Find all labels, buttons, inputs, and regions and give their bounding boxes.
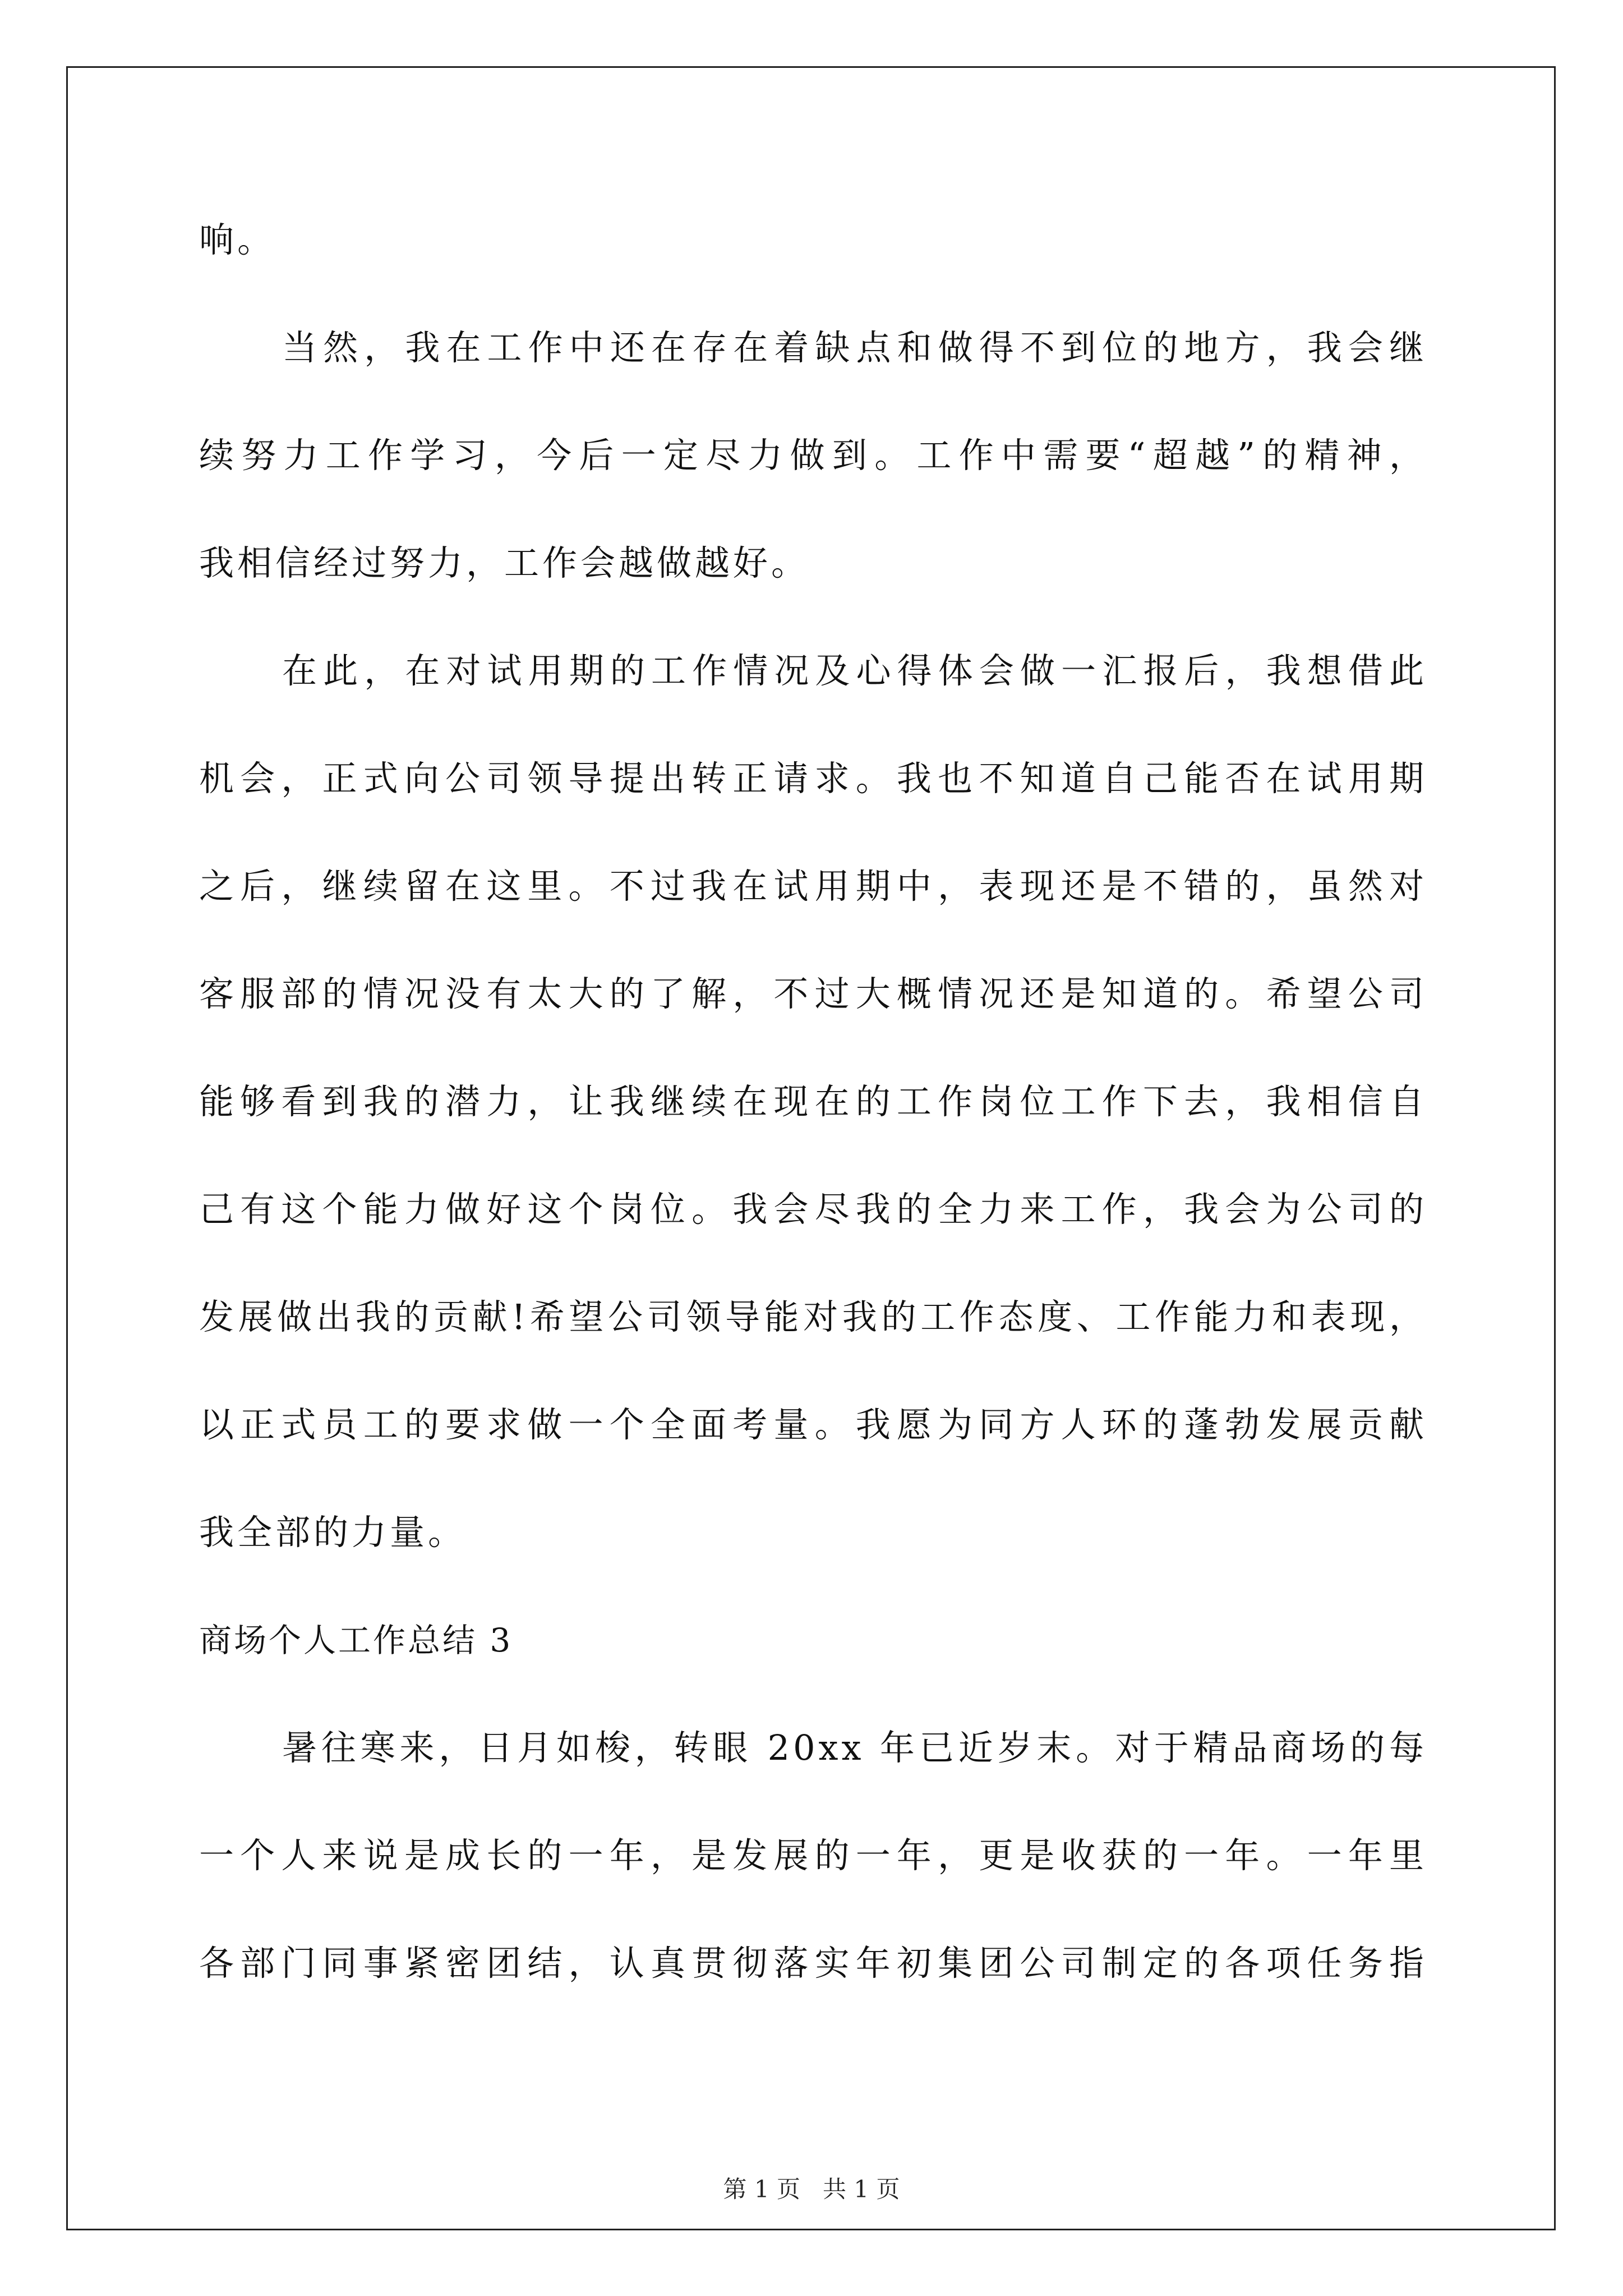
section-heading: 商场个人工作总结 3: [199, 1621, 513, 1659]
text-line: 续努力工作学习，今后一定尽力做到。工作中需要“超越”的精神，: [199, 435, 1427, 476]
text-line: 以正式员工的要求做一个全面考量。我愿为同方人环的蓬勃发展贡献: [199, 1404, 1427, 1445]
text-line: 在此，在对试用期的工作情况及心得体会做一汇报后，我想借此: [282, 650, 1427, 691]
text-line: 客服部的情况没有太大的了解，不过大概情况还是知道的。希望公司: [199, 973, 1427, 1014]
text-line: 各部门同事紧密团结，认真贯彻落实年初集团公司制定的各项任务指: [199, 1943, 1427, 1984]
text-line: 能够看到我的潜力，让我继续在现在的工作岗位工作下去，我相信自: [199, 1081, 1427, 1122]
text-line: 暑往寒来，日月如梭，转眼 20xx 年已近岁末。对于精品商场的每: [282, 1727, 1427, 1768]
text-line: 我全部的力量。: [199, 1512, 467, 1553]
text-line: 我相信经过努力，工作会越做越好。: [199, 542, 810, 583]
text-line: 响。: [199, 219, 276, 260]
text-line: 当然，我在工作中还在存在着缺点和做得不到位的地方，我会继: [282, 327, 1427, 368]
text-line: 之后，继续留在这里。不过我在试用期中，表现还是不错的，虽然对: [199, 866, 1427, 907]
page-number-footer: 第 1 页 共 1 页: [723, 2175, 900, 2203]
text-line: 发展做出我的贡献!希望公司领导能对我的工作态度、工作能力和表现，: [199, 1296, 1427, 1337]
text-line: 一个人来说是成长的一年，是发展的一年，更是收获的一年。一年里: [199, 1835, 1427, 1876]
text-line: 机会，正式向公司领导提出转正请求。我也不知道自己能否在试用期: [199, 758, 1427, 799]
document-body: [199, 213, 1427, 2044]
text-line: 己有这个能力做好这个岗位。我会尽我的全力来工作，我会为公司的: [199, 1189, 1427, 1230]
